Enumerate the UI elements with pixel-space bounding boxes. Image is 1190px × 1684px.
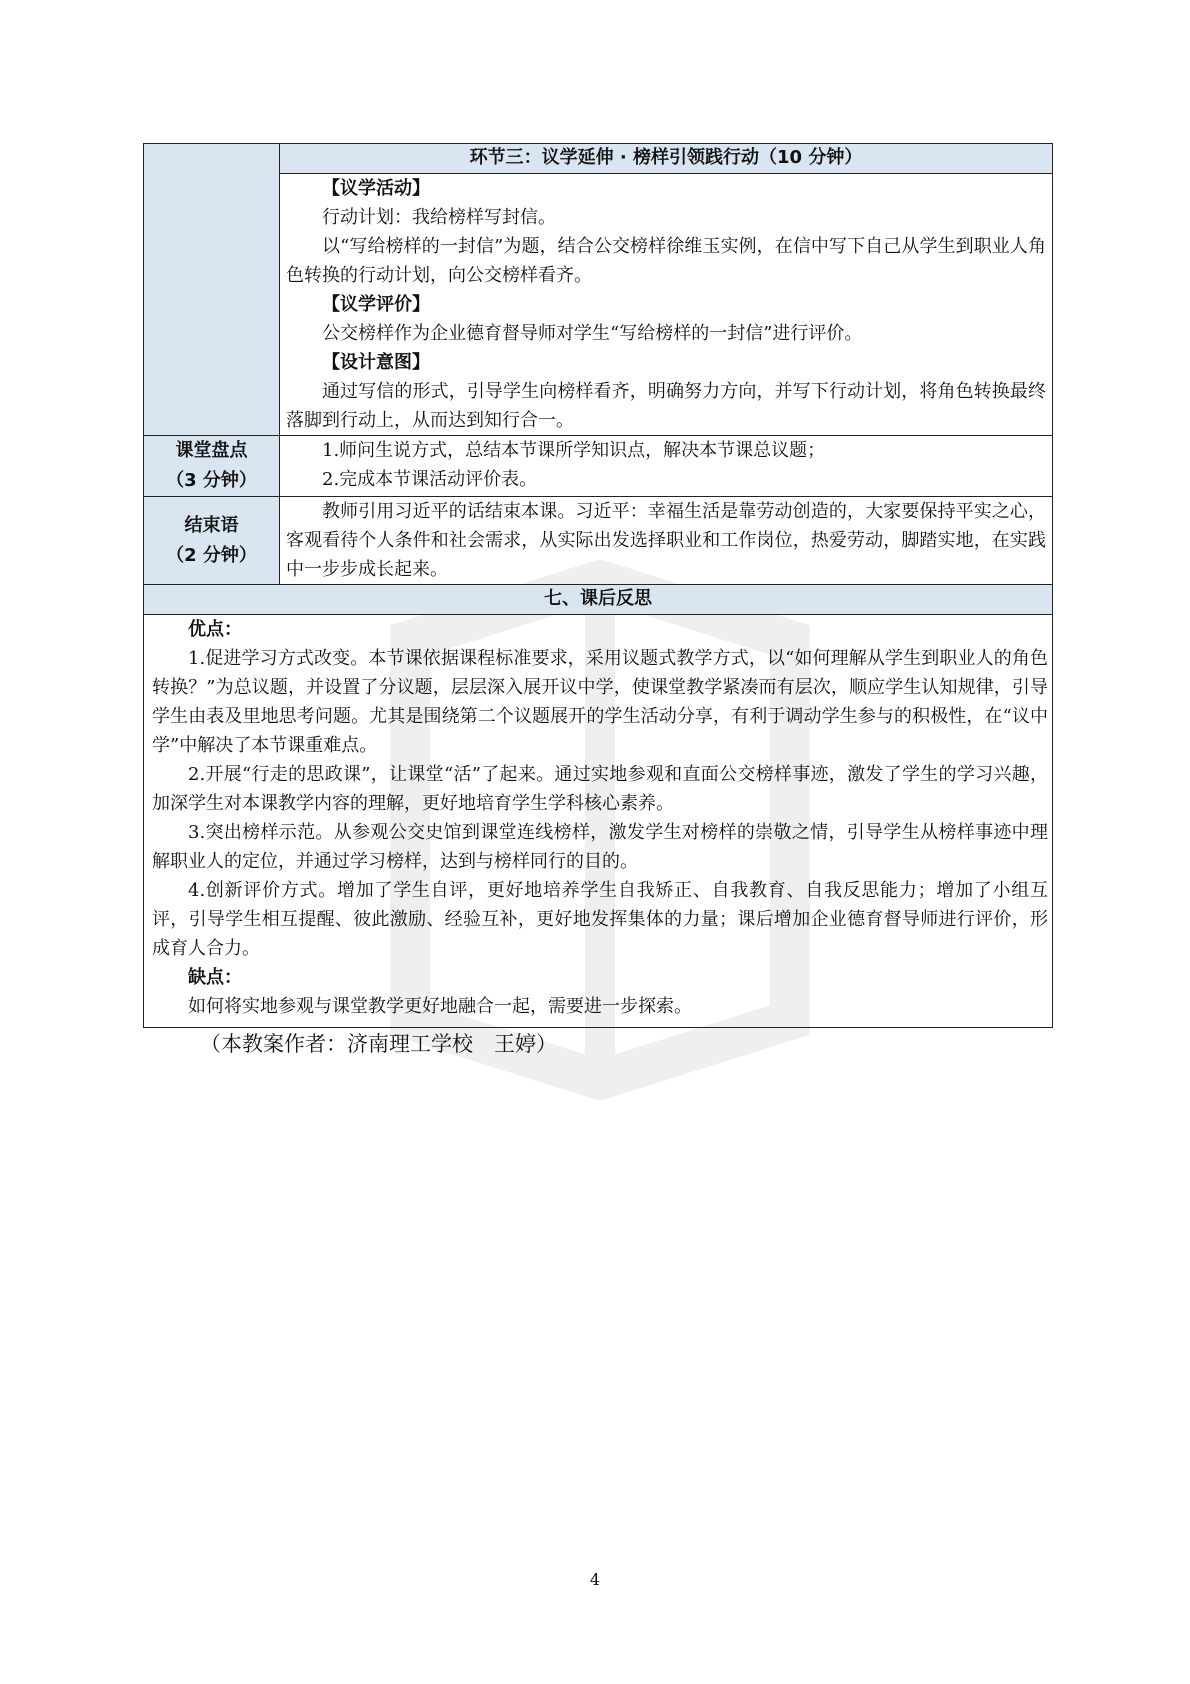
evaluation-text: 公交榜样作为企业德育督导师对学生“写给榜样的一封信”进行评价。	[322, 323, 863, 344]
pros-item-2: 2.开展“行走的思政课”，让课堂“活”了起来。通过实地参观和直面公交榜样事迹，激发了学生的学习兴趣，加深学生对本课教学内容的理解，更好地培育学生学科核心素养。	[152, 764, 1048, 814]
lesson-plan-table	[143, 143, 1053, 1028]
stage-label-empty	[144, 144, 280, 436]
activity-plan: 行动计划：我给榜样写封信。	[322, 207, 556, 228]
closing-text: 教师引用习近平的话结束本课。习近平：幸福生活是靠劳动创造的，大家要保持平实之心，客观看待个人条件和社会需求，从实际出发选择职业和工作岗位，热爱劳动，脚踏实地，在实践中一步步成长起来。	[286, 501, 1046, 580]
summary-body	[280, 436, 1053, 497]
activity-title: 【议学活动】	[322, 178, 430, 199]
author-credit: （本教案作者：济南理工学校 王婷）	[200, 1032, 557, 1056]
summary-label-cell	[144, 436, 280, 497]
summary-item-1: 1.师问生说方式，总结本节课所学知识点，解决本节课总议题；	[322, 440, 826, 461]
reflection-header: 七、课后反思	[144, 585, 1053, 615]
pros-item-4: 4.创新评价方式。增加了学生自评，更好地培养学生自我矫正、自我教育、自我反思能力；增加了小组互评，引导学生相互提醒、彼此激励、经验互补，更好地发挥集体的力量；课后增加企业德育督导师进行评价，形成育人合力。	[152, 880, 1048, 959]
closing-time: （2 分钟）	[166, 544, 257, 566]
closing-label-cell	[144, 497, 280, 585]
step3-header: 环节三：议学延伸 · 榜样引领践行动（10 分钟）	[280, 144, 1053, 174]
pros-item-1: 1.促进学习方式改变。本节课依据课程标准要求，采用议题式教学方式，以“如何理解从学生到职业人的角色转换？”为总议题，并设置了分议题，层层深入展开议中学，使课堂教学紧凑而有层次，顺应学生认知规律，引导学生由表及里地思考问题。尤其是围绕第二个议题展开的学生活动分享，有利于调动学生参与的积极性，在“议中学”中解决了本节课重难点。	[152, 648, 1048, 756]
evaluation-title: 【议学评价】	[322, 294, 430, 315]
cons-text: 如何将实地参观与课堂教学更好地融合一起，需要进一步探索。	[188, 996, 692, 1017]
summary-label: 课堂盘点	[175, 440, 248, 461]
closing-label: 结束语	[184, 514, 239, 536]
reflection-body	[144, 615, 1053, 1028]
pros-title: 优点：	[188, 619, 242, 640]
summary-item-2: 2.完成本节课活动评价表。	[322, 469, 538, 490]
page-number: 4	[589, 1570, 601, 1589]
activity-description: 以“写给榜样的一封信”为题，结合公交榜样徐维玉实例，在信中写下自己从学生到职业人角色转换的行动计划，向公交榜样看齐。	[286, 236, 1046, 286]
pros-item-3: 3.突出榜样示范。从参观公交史馆到课堂连线榜样，激发学生对榜样的崇敬之情，引导学生从榜样事迹中理解职业人的定位，并通过学习榜样，达到与榜样同行的目的。	[152, 822, 1048, 872]
cons-title: 缺点：	[188, 967, 242, 988]
step3-body	[280, 174, 1053, 436]
design-intent-title: 【设计意图】	[322, 352, 430, 373]
design-intent-text: 通过写信的形式，引导学生向榜样看齐，明确努力方向，并写下行动计划，将角色转换最终落脚到行动上，从而达到知行合一。	[286, 381, 1046, 431]
closing-body	[280, 497, 1053, 585]
summary-time: （3 分钟）	[166, 470, 257, 491]
